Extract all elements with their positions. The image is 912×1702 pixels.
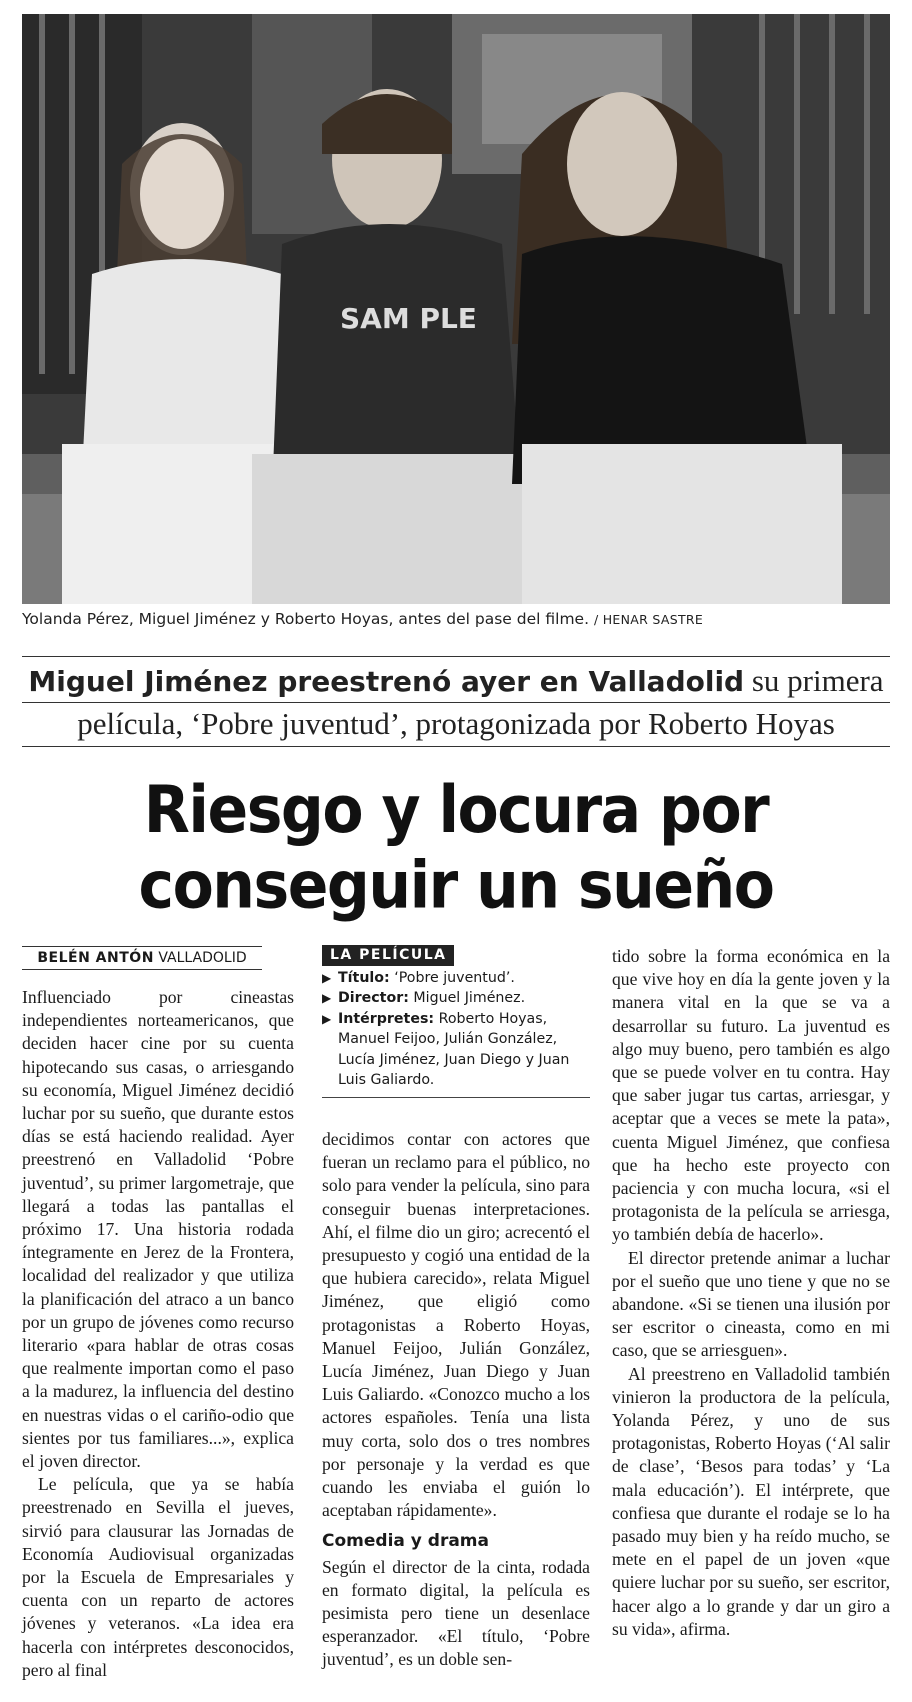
photo-caption (22, 610, 902, 628)
film-fact-box (322, 945, 590, 1098)
headline-line-2: conseguir un sueño (138, 848, 774, 924)
deck-top-rule (22, 656, 890, 657)
col1-paragraph-1: Influenciado por cineastas independientes norteamericanos, que deciden hacer cine por su cuenta hipotecando sus casas, o arriesgando su economía, Miguel Jiménez decidió luchar por su sueño, que durante estos días se está haciendo realidad. Ayer preestrenó en Valladolid ‘Pobre juventud’, su primer largometraje, que llegará a todas las pantallas el próximo 17. Una historia rodada íntegramente en Jerez de la Frontera, localidad del realizador y que utiliza la planificación del atraco a un banco por un grupo de jóvenes como recurso literario «para hablar de otras cosas que realmente importan como el paso a la madurez, la influencia del destino en nuestras vidas o el cariño-odio que sientes por tus familiares...», explica el joven director. (22, 987, 294, 1472)
headline (22, 772, 890, 923)
news-photo (22, 14, 890, 604)
column-2 (322, 1128, 590, 1672)
col1-paragraph-2: Le película, que ya se había preestrenado en Sevilla el jueves, sirvió para clausurar las Jornadas de Economía Audiovisual organizadas por la Escuela de Empresariales y cuenta con un reparto de actores jóvenes y veteranos. «La idea era hacerla con intérpretes desconocidos, pero al final (22, 1474, 294, 1680)
shirt-text: SAM PLE (340, 302, 477, 335)
col2-paragraph-1: decidimos contar con actores que fueran un reclamo para el público, no solo para vender la película, sino para conseguir buenas interpretaciones. Ahí, el filme dio un giro; acrecentó el presupuesto y cogió una entidad de la que hubiera carecido», relata Miguel Jiménez, que eligió como protagonistas a Roberto Hoyas, Manuel Feijoo, Julián González, Lucía Jiménez, Juan Diego y Juan Luis Galiardo. «Conozco mucho a los actores españoles. Tenía una lista muy corta, solo dos o tres nombres por personaje y la verdad es que cuando les enviaba el guión lo aceptaban rápidamente». (322, 1129, 590, 1521)
deck-rest: su primera (751, 663, 884, 698)
column-1 (22, 986, 294, 1682)
fact-label: Intérpretes: (338, 1010, 435, 1027)
byline-author: BELÉN ANTÓN (37, 950, 154, 966)
deck (22, 660, 890, 745)
fact-value: ‘Pobre juventud’. (394, 969, 515, 986)
deck-mid-rule (22, 702, 890, 703)
subheading: Comedia y drama (322, 1531, 489, 1552)
fact-label: Director: (338, 990, 409, 1006)
byline-place: VALLADOLID (158, 950, 247, 966)
col2-paragraph-2: Según el director de la cinta, rodada en formato digital, la película es pesimista pero tiene un desenlace esperanzador. «El título, ‘Pobre juventud’, es un doble sen- (322, 1556, 590, 1670)
deck-line-1 (22, 660, 890, 703)
caption-text: Yolanda Pérez, Miguel Jiménez y Roberto Hoyas, antes del pase del filme. (22, 610, 590, 628)
fact-row-director (322, 988, 590, 1009)
col3-paragraph-1: tido sobre la forma económica en la que vive hoy en día la gente joven y la manera vital en la que se va a desarrollar su futuro. La juventud es algo muy bueno, pero también es algo que se puede volver en tu contra. Hay que saber jugar tus cartas, arriesgar, y aceptar que a veces se mete la pata», cuenta Miguel Jiménez, que confiesa que ha hecho este proyecto con paciencia y con mucha locura, «si el protagonista de la película se arriesga, yo también debía de hacerlo». (612, 946, 890, 1245)
photo-illustration (22, 14, 890, 604)
photo-credit: / HENAR SASTRE (593, 612, 704, 627)
fact-value: Miguel Jiménez. (413, 990, 526, 1006)
byline (22, 946, 262, 970)
column-3 (612, 945, 890, 1641)
fact-value: Roberto Hoyas, Manuel Feijoo, Julián González, Lucía Jiménez, Juan Diego y Juan Luis Galiardo. (338, 1010, 570, 1088)
fact-box-tag: LA PELÍCULA (322, 945, 454, 966)
headline-line-1: Riesgo y locura por (143, 772, 769, 848)
deck-bold: Miguel Jiménez preestrenó ayer en Valladolid (28, 665, 745, 698)
deck-bottom-rule (22, 746, 890, 747)
deck-line-2: película, ‘Pobre juventud’, protagonizada por Roberto Hoyas (77, 706, 835, 741)
col3-paragraph-2: El director pretende animar a luchar por el sueño que uno tiene y que no se abandone. «Si se tienen una ilusión por ser escritor o cineasta, como en mi caso, que se arriesguen». (612, 1247, 890, 1361)
fact-row-title (322, 968, 590, 989)
col3-paragraph-3: Al preestreno en Valladolid también vinieron la productora de la película, Yolanda Pérez, y uno de sus protagonistas, Roberto Hoyas (‘Al salir de clase’, ‘Besos para todas’ y ‘La mala educación’). El intérprete, que confiesa que durante el rodaje se lo ha pasado muy bien y ha reído mucho, se mete en el papel de un joven «que quiere luchar por su sueño, ser escritor, hacer algo a lo grande y dar un giro a su vida», afirma. (612, 1363, 890, 1639)
fact-row-cast (322, 1009, 590, 1091)
fact-label: Título: (338, 969, 390, 986)
